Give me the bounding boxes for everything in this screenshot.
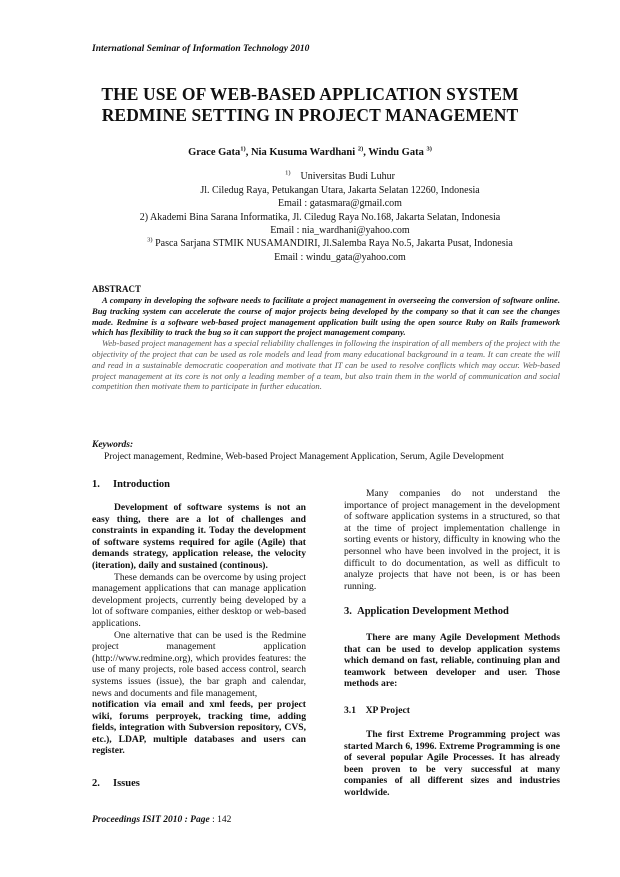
author-3: , Windu Gata — [363, 147, 424, 158]
section-2-title: Issues — [113, 778, 140, 789]
paper-title — [40, 84, 580, 126]
abstract-paragraph-2: Web-based project management has a special reliability challenges in following the inspiration of all members of the project with the objectivity of the project that can be used as role models and lead from many educational background in a team. It can create the will and read in a sustainable democratic cooperation and motivate that IT can be used to resolve conflicts which may occur. Web-based project management at its core is not only a leading member of a team, but also train them in the world of communication and social competition then motivate them to participate in further education. — [92, 338, 560, 392]
footer-label: Proceedings ISIT 2010 : Page — [92, 815, 210, 825]
section-3-title: Application Development Method — [357, 606, 509, 617]
footer-page-number: : 142 — [212, 815, 232, 825]
affiliation-1-sup: 1) — [285, 169, 291, 177]
abstract-paragraph-1: A company in developing the software needs to facilitate a project management in overseeing the conversion of software online. Bug tracking system can accelerate the course of major projects being developed by the company so that it can see the changes made. Redmine is a software web-based project management application built using the open source Ruby on Rails framework which has flexibility to track the bug so it can support the project management company. — [92, 295, 560, 338]
subsection-title: XP Project — [365, 705, 410, 716]
author-1: Grace Gata — [188, 147, 241, 158]
section-1-number: 1. — [92, 479, 100, 490]
abstract-heading: ABSTRACT — [92, 284, 142, 294]
xp-body — [344, 729, 560, 799]
section-3-number: 3. — [344, 606, 352, 617]
abstract-body — [92, 295, 560, 392]
keywords-text: Project management, Redmine, Web-based Project Management Application, Serum, Agile Development — [104, 452, 504, 462]
running-header: International Seminar of Information Technology 2010 — [92, 44, 310, 54]
section-1-title: Introduction — [113, 479, 170, 490]
author-3-sup: 3) — [426, 145, 432, 153]
affiliation-3-name: Pasca Sarjana STMIK NUSAMANDIRI, Jl.Salemba Raya No.5, Jakarta Pusat, Indonesia — [155, 238, 513, 249]
affiliation-3-email: Email : windu_gata@yahoo.com — [274, 252, 406, 263]
title-line-1: THE USE OF WEB-BASED APPLICATION SYSTEM — [101, 84, 519, 104]
affiliation-3-sup: 3) — [147, 236, 153, 244]
affiliation-1-name: Universitas Budi Luhur — [300, 171, 395, 182]
affiliation-3 — [70, 237, 590, 251]
author-1-sup: 1) — [240, 145, 246, 153]
subsection-number: 3.1 — [344, 705, 356, 716]
affiliation-2-email: Email : nia_wardhani@yahoo.com — [270, 225, 410, 236]
affiliation-1-address: Jl. Ciledug Raya, Petukangan Utara, Jakarta Selatan 12260, Indonesia — [200, 185, 480, 196]
author-2: , Nia Kusuma Wardhani — [245, 147, 356, 158]
issues-paragraph: Many companies do not understand the importance of project management in the development of software application systems in a structured, so that at the time of project implementation challenge in sorting events or history, difficulty in knowing who the personnel who have been involved in the project, it is difficult to do documentation, as well as difficult to analyze projects that have not been, is or has been running. — [344, 488, 560, 592]
left-column-body — [92, 502, 306, 757]
method-body — [344, 632, 560, 690]
page-footer — [92, 815, 231, 825]
method-paragraph: There are many Agile Development Methods that can be used to develop application systems which demand on fast, reliable, continuing plan and teamwork between developer and user. Those methods are: — [344, 632, 560, 690]
intro-paragraph-3b: notification via email and xml feeds, per project wiki, forums perproyek, tracking time, adding fields, integration with Subversion repository, CVS, etc.), LDAP, multiple databases and users can register. — [92, 699, 306, 757]
subsection-3-1-heading — [344, 705, 410, 716]
section-2-heading — [92, 778, 140, 789]
author-2-sup: 2) — [357, 145, 364, 153]
section-2-number: 2. — [92, 778, 100, 789]
affiliation-1-email: Email : gatasmara@gmail.com — [278, 198, 402, 209]
keywords-heading: Keywords: — [92, 440, 134, 450]
xp-paragraph: The first Extreme Programming project was started March 6, 1996. Extreme Programming is one of several popular Agile Processes. It has already been proven to be very successful at many companies of all different sizes and industries worldwide. — [344, 729, 560, 798]
intro-paragraph-1: Development of software systems is not an easy thing, there are a lot of challenges and constraints in expanding it. Today the development of software systems required for agile (Agile) that demands strategy, application release, the velocity (iteration), daily and sustained (continous). — [92, 502, 306, 571]
section-1-heading — [92, 479, 170, 490]
affiliation-2: 2) Akademi Bina Sarana Informatika, Jl. Ciledug Raya No.168, Jakarta Selatan, Indonesia — [139, 212, 501, 223]
affiliation-1 — [150, 170, 530, 184]
right-column-top — [344, 488, 560, 592]
section-3-heading — [344, 606, 509, 617]
intro-paragraph-3a: One alternative that can be used is the Redmine project management application (http://www.redmine.org), which provides features: the use of many projects, role based access control, search systems issues (issue), the bar graph and calendar, news and documents and file management, — [92, 629, 306, 699]
author-list — [40, 147, 580, 158]
intro-paragraph-2: These demands can be overcome by using project management applications that can manage application development projects, currently being developed by a lot of software companies, either desktop or web-based applications. — [92, 571, 306, 629]
title-line-2: REDMINE SETTING IN PROJECT MANAGEMENT — [101, 105, 519, 125]
